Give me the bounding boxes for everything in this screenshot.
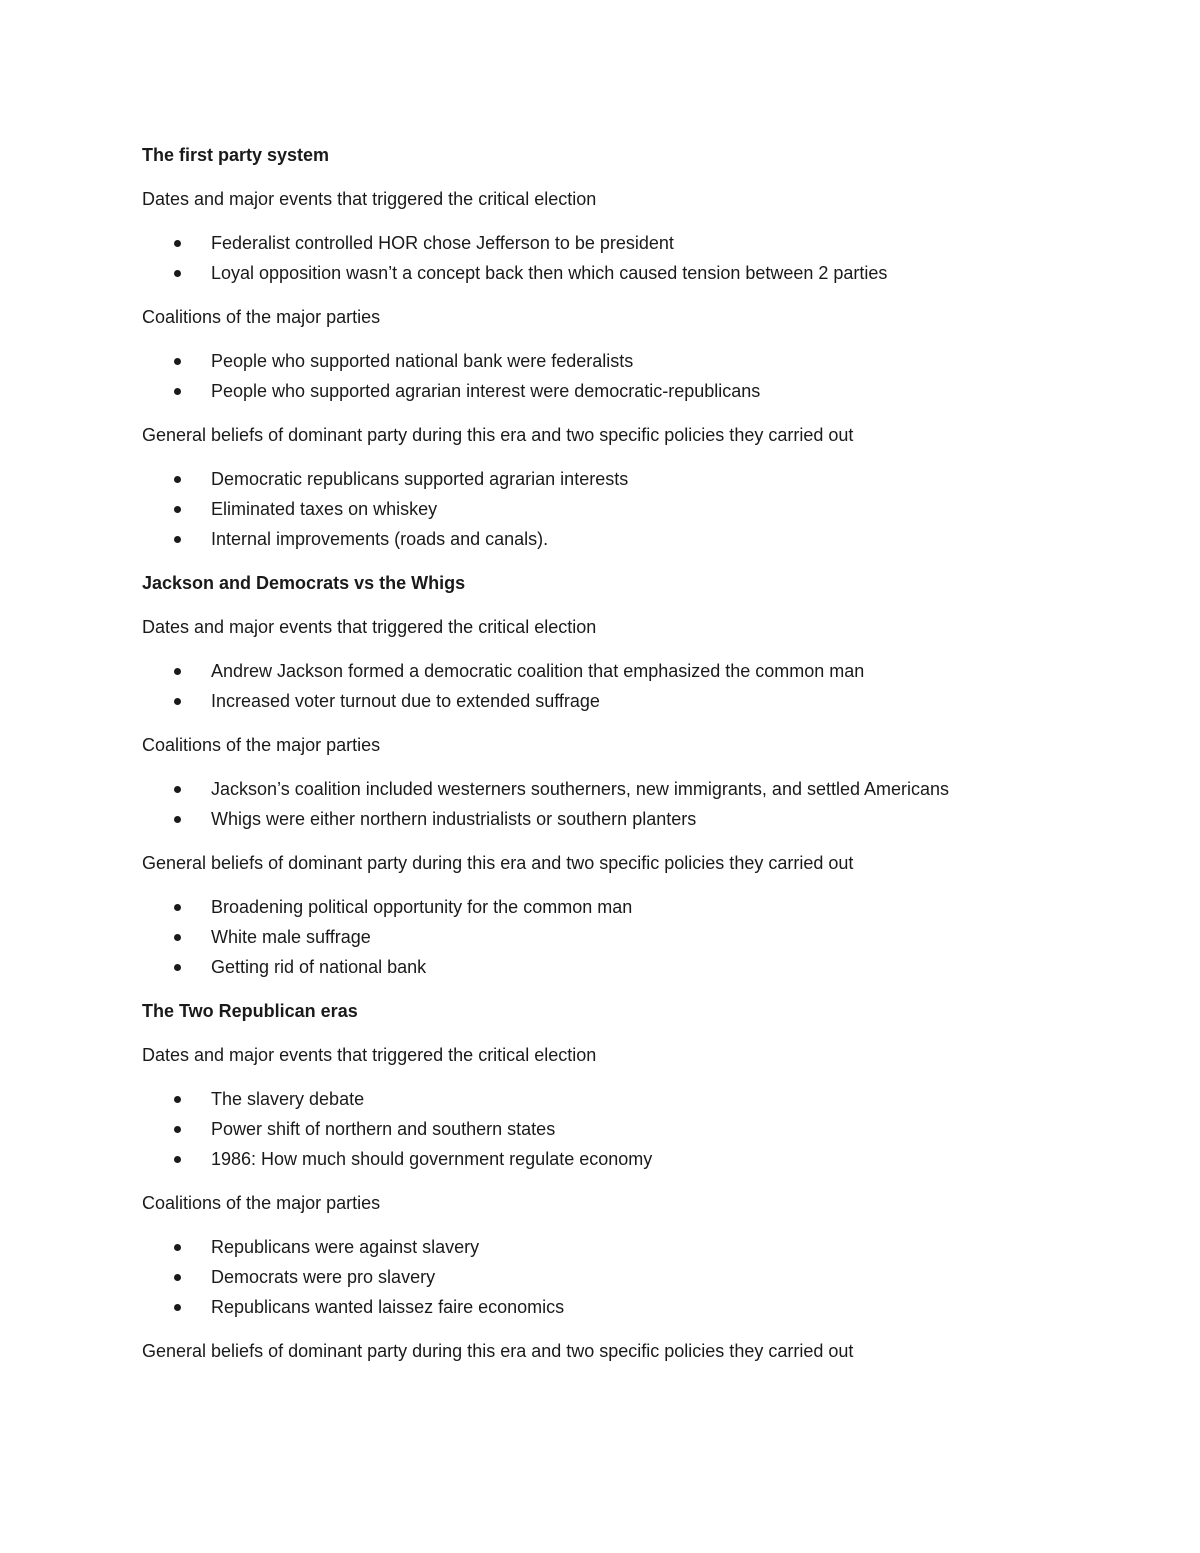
list-item — [142, 350, 1102, 372]
list-item-text: Democratic republicans supported agrarian interests — [211, 469, 629, 489]
list-item-text: 1986: How much should government regulate economy — [211, 1149, 653, 1169]
bullet-icon — [174, 698, 181, 705]
bullet-icon — [174, 506, 181, 513]
list-item-text: Getting rid of national bank — [211, 957, 427, 977]
list-item-text: The slavery debate — [211, 1089, 365, 1109]
question-prompt: Dates and major events that triggered the critical election — [142, 1045, 597, 1065]
bullet-icon — [174, 1244, 181, 1251]
list-item — [142, 690, 1102, 712]
question-prompt: Coalitions of the major parties — [142, 735, 381, 755]
question-prompt: Dates and major events that triggered the critical election — [142, 189, 597, 209]
bullet-list — [142, 1236, 1102, 1318]
section-heading: Jackson and Democrats vs the Whigs — [142, 573, 466, 593]
bullet-icon — [174, 934, 181, 941]
list-item-text: Increased voter turnout due to extended suffrage — [211, 691, 600, 711]
list-item — [142, 1118, 1102, 1140]
list-item-text: Power shift of northern and southern states — [211, 1119, 556, 1139]
list-item — [142, 956, 1102, 978]
list-item-text: Republicans were against slavery — [211, 1237, 480, 1257]
list-item — [142, 896, 1102, 918]
list-item — [142, 528, 1102, 550]
bullet-list — [142, 1088, 1102, 1170]
bullet-icon — [174, 476, 181, 483]
list-item — [142, 498, 1102, 520]
bullet-icon — [174, 816, 181, 823]
bullet-icon — [174, 964, 181, 971]
bullet-icon — [174, 1304, 181, 1311]
list-item — [142, 660, 1102, 682]
list-item — [142, 1266, 1102, 1288]
list-item-text: Internal improvements (roads and canals). — [211, 529, 549, 549]
list-item — [142, 380, 1102, 402]
list-item — [142, 468, 1102, 490]
list-item — [142, 926, 1102, 948]
section-first-party-system — [142, 144, 1102, 550]
list-item — [142, 262, 1102, 284]
bullet-icon — [174, 536, 181, 543]
bullet-list — [142, 660, 1102, 712]
question-prompt: General beliefs of dominant party during this era and two specific policies they carried out — [142, 425, 854, 445]
section-jackson-democrats-whigs — [142, 572, 1102, 978]
list-item-text: White male suffrage — [211, 927, 371, 947]
bullet-list — [142, 896, 1102, 978]
question-prompt: General beliefs of dominant party during this era and two specific policies they carried out — [142, 853, 854, 873]
bullet-icon — [174, 270, 181, 277]
list-item — [142, 778, 1102, 800]
list-item-text: Republicans wanted laissez faire economics — [211, 1297, 565, 1317]
question-prompt: Coalitions of the major parties — [142, 307, 381, 327]
bullet-icon — [174, 786, 181, 793]
list-item — [142, 808, 1102, 830]
bullet-icon — [174, 388, 181, 395]
bullet-list — [142, 468, 1102, 550]
list-item-text: Whigs were either northern industrialists or southern planters — [211, 809, 697, 829]
question-prompt: General beliefs of dominant party during this era and two specific policies they carried out — [142, 1341, 854, 1361]
bullet-icon — [174, 904, 181, 911]
list-item — [142, 232, 1102, 254]
section-heading: The Two Republican eras — [142, 1001, 358, 1021]
bullet-list — [142, 232, 1102, 284]
bullet-icon — [174, 240, 181, 247]
section-heading: The first party system — [142, 145, 330, 165]
list-item-text: People who supported agrarian interest were democratic-republicans — [211, 381, 761, 401]
list-item — [142, 1088, 1102, 1110]
bullet-list — [142, 350, 1102, 402]
bullet-icon — [174, 1156, 181, 1163]
list-item — [142, 1236, 1102, 1258]
list-item-text: Federalist controlled HOR chose Jefferson to be president — [211, 233, 674, 253]
question-prompt: Coalitions of the major parties — [142, 1193, 381, 1213]
list-item — [142, 1148, 1102, 1170]
bullet-icon — [174, 358, 181, 365]
list-item-text: Andrew Jackson formed a democratic coalition that emphasized the common man — [211, 661, 865, 681]
bullet-icon — [174, 1126, 181, 1133]
document-body — [142, 144, 1102, 1384]
list-item-text: Eliminated taxes on whiskey — [211, 499, 438, 519]
bullet-icon — [174, 1096, 181, 1103]
list-item-text: Democrats were pro slavery — [211, 1267, 436, 1287]
bullet-icon — [174, 668, 181, 675]
bullet-list — [142, 778, 1102, 830]
bullet-icon — [174, 1274, 181, 1281]
list-item-text: Broadening political opportunity for the common man — [211, 897, 633, 917]
section-two-republican-eras — [142, 1000, 1102, 1362]
question-prompt: Dates and major events that triggered the critical election — [142, 617, 597, 637]
list-item-text: Loyal opposition wasn’t a concept back then which caused tension between 2 parties — [211, 263, 888, 283]
list-item — [142, 1296, 1102, 1318]
list-item-text: Jackson’s coalition included westerners southerners, new immigrants, and settled Americans — [211, 779, 950, 799]
list-item-text: People who supported national bank were federalists — [211, 351, 634, 371]
